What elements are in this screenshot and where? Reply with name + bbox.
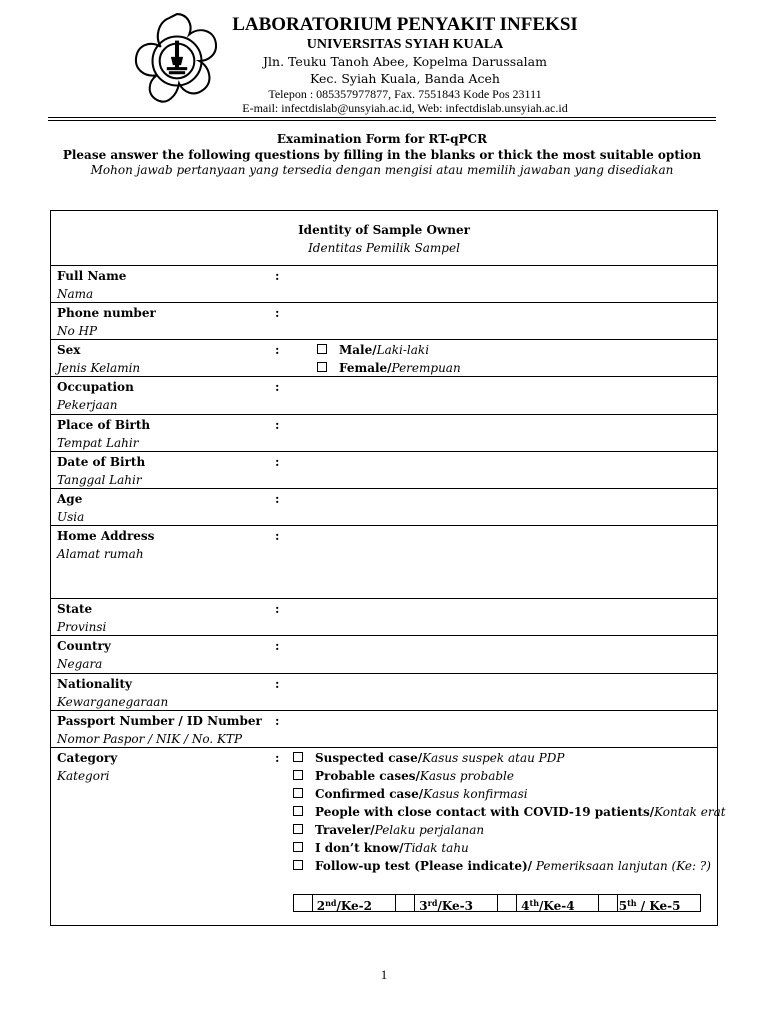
checkbox[interactable] xyxy=(293,770,303,780)
colon: : xyxy=(275,602,280,616)
passport-label: Passport Number / ID Number Nomor Paspor / NIK / No. KTP xyxy=(57,714,262,746)
place-of-birth-label: Place of Birth Tempat Lahir xyxy=(57,418,151,450)
form-title: Examination Form for RT-qPCR xyxy=(276,132,488,146)
colon: : xyxy=(275,306,280,320)
follow-up-test-selector xyxy=(293,894,701,912)
letterhead-divider-2 xyxy=(48,120,716,121)
country-row[interactable] xyxy=(51,636,717,674)
passport-row[interactable] xyxy=(51,711,717,748)
category-row xyxy=(51,748,726,925)
sex-options xyxy=(317,341,461,377)
phone-line: Telepon : 085357977877, Fax. 7551843 Kode Pos 23111 xyxy=(268,87,542,101)
page-number: 1 xyxy=(380,967,388,982)
table-heading-id: Identitas Pemilik Sampel xyxy=(308,241,460,255)
date-of-birth-label: Date of Birth Tanggal Lahir xyxy=(57,455,146,487)
checkbox[interactable] xyxy=(293,752,303,762)
lab-name: LABORATORIUM PENYAKIT INFEKSI xyxy=(232,14,578,35)
category-option-close-contact[interactable]: People with close contact with COVID-19 patients/Kontak erat xyxy=(293,803,726,821)
colon: : xyxy=(275,492,280,506)
colon: : xyxy=(275,418,280,432)
category-option-follow-up[interactable]: Follow-up test (Please indicate)/ Pemeriksaan lanjutan (Ke: ?) xyxy=(293,857,726,875)
letterhead xyxy=(0,0,768,120)
sex-row xyxy=(51,340,717,377)
colon: : xyxy=(275,455,280,469)
checkbox[interactable] xyxy=(293,806,303,816)
sex-label: Sex Jenis Kelamin xyxy=(57,343,141,375)
checkbox[interactable] xyxy=(293,824,303,834)
date-of-birth-row[interactable] xyxy=(51,452,717,489)
colon: : xyxy=(275,639,280,653)
nationality-label: Nationality Kewarganegaraan xyxy=(57,677,169,709)
phone-label: Phone number No HP xyxy=(57,306,156,338)
category-option-probable[interactable]: Probable cases/Kasus probable xyxy=(293,767,726,785)
full-name-row[interactable] xyxy=(51,266,717,303)
category-option-unknown[interactable]: I don’t know/Tidak tahu xyxy=(293,839,726,857)
home-address-label: Home Address Alamat rumah xyxy=(57,529,155,561)
university-name: UNIVERSITAS SYIAH KUALA xyxy=(306,37,504,52)
form-heading xyxy=(48,132,716,179)
follow-up-4th[interactable]: 4th/Ke-4 xyxy=(498,895,600,911)
address-line-2: Kec. Syiah Kuala, Banda Aceh xyxy=(309,71,500,86)
colon: : xyxy=(275,380,280,394)
letterhead-divider xyxy=(48,117,716,118)
age-row[interactable] xyxy=(51,489,717,526)
sex-option-female[interactable]: Female/Perempuan xyxy=(317,359,461,377)
address-line-1: Jln. Teuku Tanoh Abee, Kopelma Darussalam xyxy=(263,54,547,69)
category-options xyxy=(293,749,726,875)
full-name-label: Full Name Nama xyxy=(57,269,127,301)
identity-table xyxy=(50,210,726,926)
state-row[interactable] xyxy=(51,599,717,636)
checkbox[interactable] xyxy=(293,860,303,870)
table-heading-row xyxy=(51,211,717,266)
colon: : xyxy=(275,751,280,765)
checkbox[interactable] xyxy=(293,842,303,852)
colon: : xyxy=(275,343,280,357)
follow-up-2nd[interactable]: 2nd/Ke-2 xyxy=(294,895,396,911)
colon: : xyxy=(275,529,280,543)
category-option-traveler[interactable]: Traveler/Pelaku perjalanan xyxy=(293,821,726,839)
sex-option-male[interactable]: Male/Laki-laki xyxy=(317,341,461,359)
follow-up-3rd[interactable]: 3rd/Ke-3 xyxy=(396,895,498,911)
checkbox[interactable] xyxy=(317,362,327,372)
colon: : xyxy=(275,714,280,728)
colon: : xyxy=(275,677,280,691)
checkbox[interactable] xyxy=(317,344,327,354)
category-option-confirmed[interactable]: Confirmed case/Kasus konfirmasi xyxy=(293,785,726,803)
nationality-row[interactable] xyxy=(51,674,717,711)
occupation-label: Occupation Pekerjaan xyxy=(57,380,134,412)
age-label: Age Usia xyxy=(57,492,85,524)
checkbox[interactable] xyxy=(293,788,303,798)
country-label: Country Negara xyxy=(57,639,111,671)
instruction-en: Please answer the following questions by filling in the blanks or thick the most suitable option xyxy=(62,147,702,162)
table-heading-en: Identity of Sample Owner xyxy=(298,223,470,237)
category-option-suspected[interactable]: Suspected case/Kasus suspek atau PDP xyxy=(293,749,726,767)
email-line: E-mail: infectdislab@unsyiah.ac.id, Web: infectdislab.unsyiah.ac.id xyxy=(242,101,568,115)
follow-up-5th[interactable]: 5th / Ke-5 xyxy=(599,895,700,911)
instruction-id: Mohon jawab pertanyaan yang tersedia dengan mengisi atau memilih jawaban yang disediakan xyxy=(90,163,674,177)
home-address-row[interactable] xyxy=(51,526,717,599)
phone-row[interactable] xyxy=(51,303,717,340)
place-of-birth-row[interactable] xyxy=(51,415,717,452)
colon: : xyxy=(275,269,280,283)
category-label: Category Kategori xyxy=(57,751,118,783)
state-label: State Provinsi xyxy=(57,602,107,634)
occupation-row[interactable] xyxy=(51,377,717,415)
